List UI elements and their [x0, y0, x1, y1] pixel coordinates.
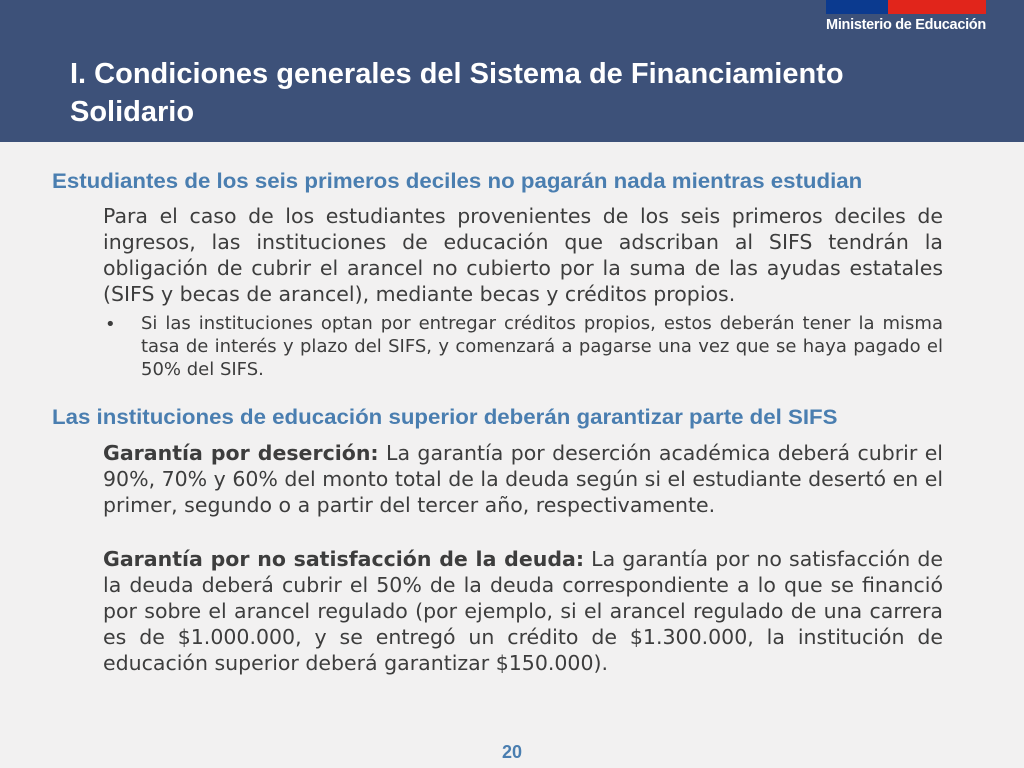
flag-blue-band: [826, 0, 888, 14]
flag-red-band: [888, 0, 986, 14]
page-number: 20: [501, 742, 523, 762]
section2-item-desertion: [103, 440, 943, 518]
section1-bullet-text: Si las instituciones optan por entregar créditos propios, estos deberán tener la misma tasa de interés y plazo del SIFS, y comenzará a pagarse una vez que se haya pagado el 50% del SIFS.: [141, 313, 943, 380]
section2-item-debt: [103, 546, 943, 676]
slide-title: I. Condiciones generales del Sistema de Financiamiento Solidario: [70, 58, 844, 128]
desertion-text: La garantía por deserción académica deberá cubrir el 90%, 70% y 60% del monto total de la deuda según si el estudiante desertó en el primer, segundo o a partir del tercer año, respectivamente.: [103, 441, 944, 517]
section1-heading: Estudiantes de los seis primeros deciles no pagarán nada mientras estudian: [52, 170, 863, 193]
section2-heading: Las instituciones de educación superior deberán garantizar parte del SIFS: [52, 406, 838, 429]
slide-header: [0, 0, 1024, 142]
flag-stripe: [826, 0, 986, 14]
desertion-label: Garantía por deserción:: [103, 441, 379, 465]
debt-label: Garantía por no satisfacción de la deuda:: [103, 547, 585, 571]
section1-paragraph: Para el caso de los estudiantes provenientes de los seis primeros deciles de ingresos, las instituciones de educación que adscriban al SIFS tendrán la obligación de cubrir el arancel no cubierto por la suma de las ayudas estatales (SIFS y becas de arancel), mediante becas y créditos propios.: [103, 204, 943, 306]
ministry-logo-text: Ministerio de Educación: [826, 17, 986, 33]
bullet-icon: •: [105, 314, 116, 335]
debt-text: La garantía por no satisfacción de la deuda deberá cubrir el 50% de la deuda correspondiente a lo que se financió por sobre el arancel regulado (por ejemplo, si el arancel regulado de una carrera es de $1.000.000, y se entregó un crédito de $1.300.000, la institución de educación superior deberá garantizar $150.000).: [103, 547, 943, 675]
